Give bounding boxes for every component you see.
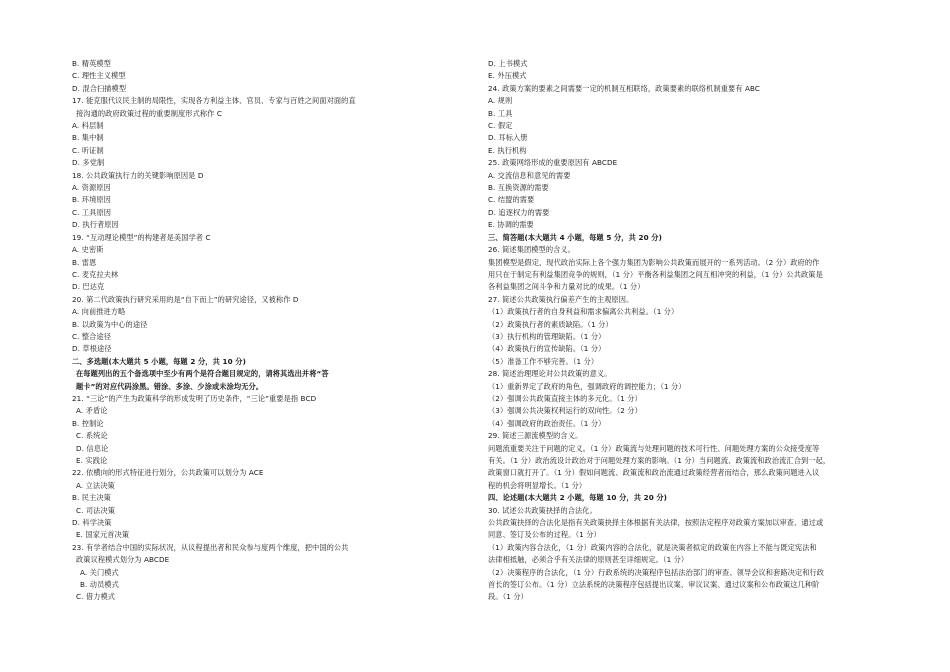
text-line: 二、多选题(本大题共 5 小题，每题 2 分，共 10 分) (72, 356, 246, 366)
left-column (72, 58, 407, 604)
text-line: （2）决策程序的合法化，（1 分）行政系统的决策程序包括法治部门的审查、领导会议和套路决定和行政 (488, 567, 825, 577)
text-line: 各利益集团之间斗争和力量对比的成果。（1 分） (488, 282, 645, 292)
text-line: 题卡”的对应代码涂黑。错涂、多涂、少涂或未涂均无分。 (76, 381, 264, 391)
text-line: 29. 简述三源流模型的含义。 (488, 431, 583, 441)
text-line: B. 控制论 (72, 418, 104, 428)
text-line: 有关。（1 分）政治流设计政治对于问题处理方案的影响。（1 分）当问题流、政策流和政治流汇合到一起， (488, 456, 831, 465)
text-line: E. 协调的需要 (488, 220, 534, 230)
text-line: 26. 简述集团模型的含义。 (488, 245, 575, 255)
text-line: 首长的签订公布。（1 分）立法系统的决策程序包括提出议案、审议议案、通过议案和公布政策这几种阶 (488, 580, 820, 590)
text-line: 21. “三论”的产生为政策科学的形成发明了历史条件，“三论”重要是指 BCD (72, 393, 317, 403)
text-line: C. 司法决策 (76, 505, 116, 515)
text-line: 四、论述题(本大题共 2 小题，每题 10 分，共 20 分) (488, 493, 668, 503)
text-line: A. 资源原因 (72, 183, 111, 193)
text-line: 政策窗口就打开了。（1 分）假如问题流、政策流和政治流通过政策经营者而结合，那么政策问题进入议 (488, 468, 820, 478)
text-line: C. 结盟的需要 (488, 195, 535, 205)
text-line: 在每题列出的五个备选项中至少有两个是符合题目规定的，请将其选出并将“答 (76, 369, 329, 379)
text-line: 法律相抵触，必须合乎有关法律的原则甚至详细规定。（1 分） (488, 555, 689, 565)
text-line: （1）政策执行者的自身利益和需求偏离公共利益。（1 分） (488, 307, 679, 317)
text-line: D. 追逐权力的需要 (488, 207, 550, 217)
text-line: D. 巴达克 (72, 282, 105, 292)
text-line: 25. 政策网络形成的重要原因有 ABCDE (488, 158, 618, 168)
text-line: A. 向前推进方略 (72, 307, 126, 317)
text-line: A. 史密斯 (72, 245, 104, 255)
text-line: E. 外压模式 (488, 71, 527, 81)
text-line: A. 交流信息和意见的需要 (488, 170, 571, 180)
text-line: C. 系统论 (76, 431, 108, 441)
text-line: （4）强调政府的政治责任。（1 分） (488, 418, 606, 428)
text-line: 集团模型是假定，现代政治实际上各个强力集团为影响公共政策而展开的一系列活动。（2 分）政府的作 (488, 257, 820, 267)
text-line: D. 上书模式 (488, 59, 528, 68)
text-line: （3）执行机构的管理缺陷。（1 分） (488, 331, 606, 341)
text-line: B. 以政策为中心的途径 (72, 319, 148, 329)
text-line: E. 执行机构 (488, 145, 527, 155)
text-line: 用只在于制定有利益集团竞争的规则，（1 分）平衡各利益集团之间互相冲突的利益，（1 分）公共政策是 (488, 269, 823, 279)
text-line: C. 借力模式 (76, 592, 116, 602)
text-line: 程的机会将明显增长。（1 分） (488, 480, 587, 490)
text-line: B. 环境原因 (72, 195, 111, 205)
text-line: 公共政策抉择的合法化是指有关政策抉择主体根据有关法律，按照法定程序对政策方案加以审查、通过或 (488, 518, 824, 528)
text-line: （4）政策执行的宣传缺陷。（1 分） (488, 344, 606, 354)
text-line: （2）政策执行者的素质缺陷。（1 分） (488, 319, 613, 329)
text-line: C. 工具原因 (72, 207, 112, 217)
text-line: 三、简答题(本大题共 4 小题，每题 5 分，共 20 分) (488, 232, 662, 242)
text-line: C. 理性主义模型 (72, 71, 126, 81)
text-line: （1）重新界定了政府的角色，强调政府的调控能力；（1 分） (488, 381, 686, 391)
text-line: B. 雷恩 (72, 257, 97, 267)
text-line: A. 科层制 (72, 121, 104, 131)
text-line: B. 工具 (488, 108, 513, 118)
text-line: D. 耳标入册 (488, 133, 528, 143)
text-line: B. 互换资源的需要 (488, 183, 549, 193)
text-line: （3）强调公共决策权利运行的双向性。（2 分） (488, 406, 642, 416)
text-line: 段。（1 分） (488, 592, 528, 602)
text-line: D. 草根途径 (72, 344, 112, 354)
text-line: 22. 依横向的形式特征进行划分，公共政策可以划分为 ACE (72, 468, 264, 478)
text-line: （1）政策内容合法化，（1 分）政策内容的合法化，就是决策者拟定的政策在内容上不能与既定宪法和 (488, 542, 817, 552)
text-line: E. 国家元首决策 (76, 530, 130, 540)
text-line: D. 多党制 (72, 158, 105, 168)
text-line: 政策议程模式划分为 ABCDE (76, 555, 170, 565)
text-line: C. 整合途径 (72, 331, 112, 341)
text-line: 同意、签订及公布的过程。（1 分） (488, 530, 601, 540)
text-line: 18. 公共政策执行力的关键影响原因是 D (72, 170, 204, 180)
text-line: 24. 政策方案的要素之间需要一定的机制互相联络，政策要素的联络机制重要有 ABC (488, 83, 761, 93)
right-column (488, 58, 886, 604)
text-line: 27. 简述公共政策执行偏差产生的主观原因。 (488, 294, 634, 304)
text-line: 17. 能克服代议民主制的局限性，实现各方利益主体、官员、专家与百姓之间面对面的直 (72, 96, 356, 106)
text-line: 23. 有学者结合中国的实际状况，从议程提出者和民众参与度两个维度，把中国的公共 (72, 542, 349, 552)
text-line: B. 动员模式 (80, 580, 119, 590)
text-line: B. 集中制 (72, 133, 104, 143)
text-line: E. 实践论 (76, 456, 108, 465)
text-line: D. 科学决策 (72, 518, 112, 528)
text-line: B. 民主决策 (72, 493, 111, 503)
text-line: A. 矛盾论 (76, 406, 108, 416)
text-line: D. 混合扫描模型 (72, 83, 127, 93)
text-line: （2）强调公共政策直接主体的多元化。（1 分） (488, 393, 642, 403)
text-line: A. 规则 (488, 96, 513, 106)
text-line: 接沟通的政府政策过程的重要制度形式称作 C (76, 108, 222, 118)
text-line: 28. 简述治理理论对公共政策的意义。 (488, 369, 612, 379)
text-line: 问题流重要关注于问题的定义。（1 分）政策流与处理问题的技术可行性、问题处理方案的公众接受度等 (488, 443, 820, 453)
text-line: C. 麦克拉夫林 (72, 269, 119, 279)
text-line: D. 信息论 (76, 443, 109, 453)
text-line: D. 执行者原因 (72, 220, 119, 230)
text-line: 19. “互动理论模型”的构建者是美国学者 C (72, 232, 211, 242)
text-line: C. 假定 (488, 121, 513, 131)
text-line: C. 听证制 (72, 145, 104, 155)
text-line: 20. 第二代政策执行研究采用的是“自下而上”的研究途径，又被称作 D (72, 294, 299, 304)
text-line: A. 立法决策 (76, 480, 115, 490)
text-line: A. 关门模式 (80, 567, 119, 577)
text-line: 30. 试述公共政策抉择的合法化。 (488, 505, 597, 515)
text-line: （5）准备工作不够完善。（1 分） (488, 356, 599, 366)
text-line: B. 精英模型 (72, 59, 111, 68)
